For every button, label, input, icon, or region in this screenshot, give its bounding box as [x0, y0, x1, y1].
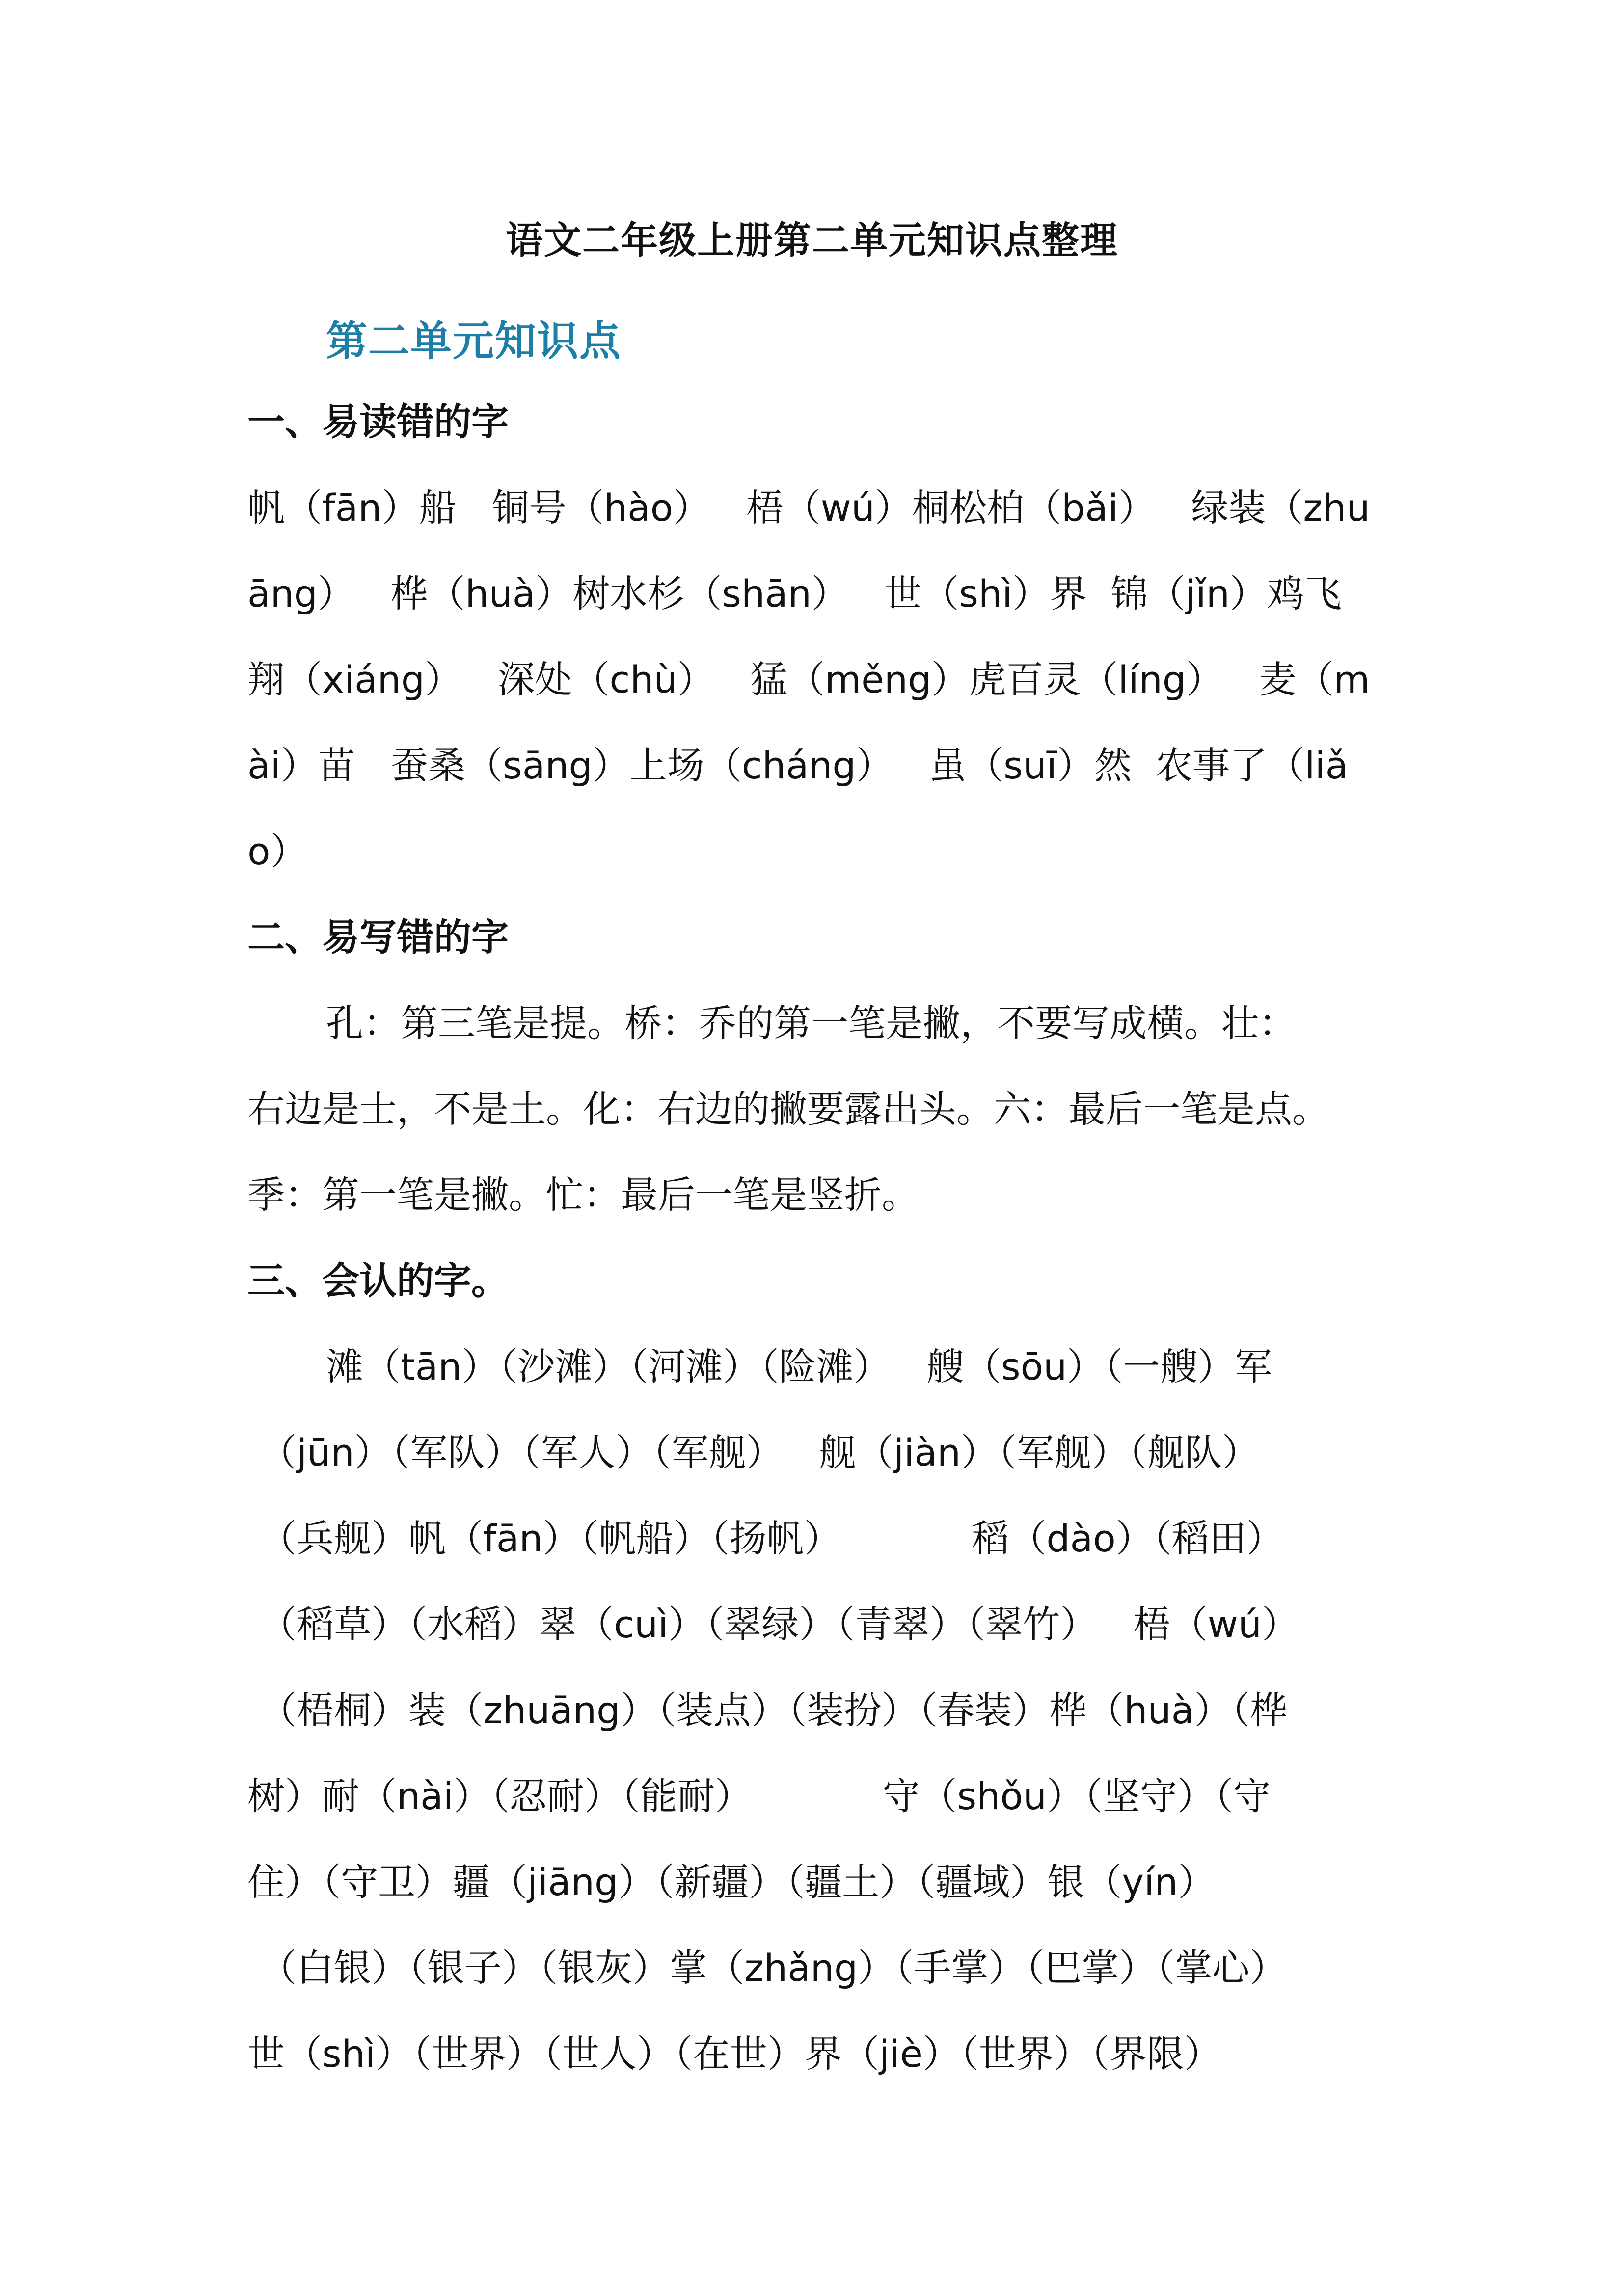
miswrite-line-2: 右边是士，不是土。化：右边的撇要露出头。六：最后一笔是点。 [247, 1087, 1329, 1131]
section-heading-miswrite: 二、易写错的字 [247, 915, 509, 959]
recognize-line-4: （稻草）（水稻）翠（cuì）（翠绿）（青翠）（翠竹） 梧（wú） [247, 1602, 1299, 1646]
section-heading-recognize: 三、会认的字。 [247, 1259, 509, 1303]
recognize-line-9: 世（shì）（世界）（世人）（在世）界（jiè）（世界）（界限） [247, 2032, 1221, 2076]
recognize-line-5: （梧桐）装（zhuāng）（装点）（装扮）（春装）桦（huà）（桦 [247, 1688, 1288, 1732]
recognize-line-1: 滩（tān）（沙滩）（河滩）（险滩） 艘（sōu）（一艘）军 [326, 1345, 1272, 1388]
unit-subtitle: 第二单元知识点 [326, 317, 622, 365]
misread-line-5: o） [247, 829, 308, 873]
recognize-line-6: 树）耐（nài）（忍耐）（能耐） 守（shǒu）（坚守）（守 [247, 1774, 1271, 1818]
recognize-line-2: （jūn）（军队）（军人）（军舰） 舰（jiàn）（军舰）（舰队） [247, 1431, 1260, 1474]
misread-line-3: 翔（xiáng） 深处（chù） 猛（měng）虎百灵（líng） 麦（m [247, 658, 1370, 701]
recognize-line-8: （白银）（银子）（银灰）掌（zhǎng）（手掌）（巴掌）（掌心） [247, 1946, 1287, 1990]
misread-line-2: āng） 桦（huà）树水杉（shān） 世（shì）界 锦（jǐn）鸡飞 [247, 572, 1342, 615]
recognize-line-7: 住）（守卫）疆（jiāng）（新疆）（疆土）（疆域）银（yín） [247, 1860, 1216, 1904]
misread-line-4: ài）苗 蚕桑（sāng）上场（cháng） 虽（suī）然 农事了（liǎ [247, 744, 1349, 787]
document-title: 语文二年级上册第二单元知识点整理 [506, 218, 1118, 262]
miswrite-line-3: 季：第一笔是撇。忙：最后一笔是竖折。 [247, 1173, 919, 1217]
section-heading-misread: 一、易读错的字 [247, 400, 509, 444]
miswrite-line-1: 孔：第三笔是提。桥：乔的第一笔是撇，不要写成横。壮： [326, 1001, 1296, 1045]
misread-line-1: 帆（fān）船 铜号（hào） 梧（wú）桐松柏（bǎi） 绿装（zhu [247, 486, 1370, 530]
recognize-line-3: （兵舰）帆（fān）（帆船）（扬帆） 稻（dào）（稻田） [247, 1517, 1284, 1560]
